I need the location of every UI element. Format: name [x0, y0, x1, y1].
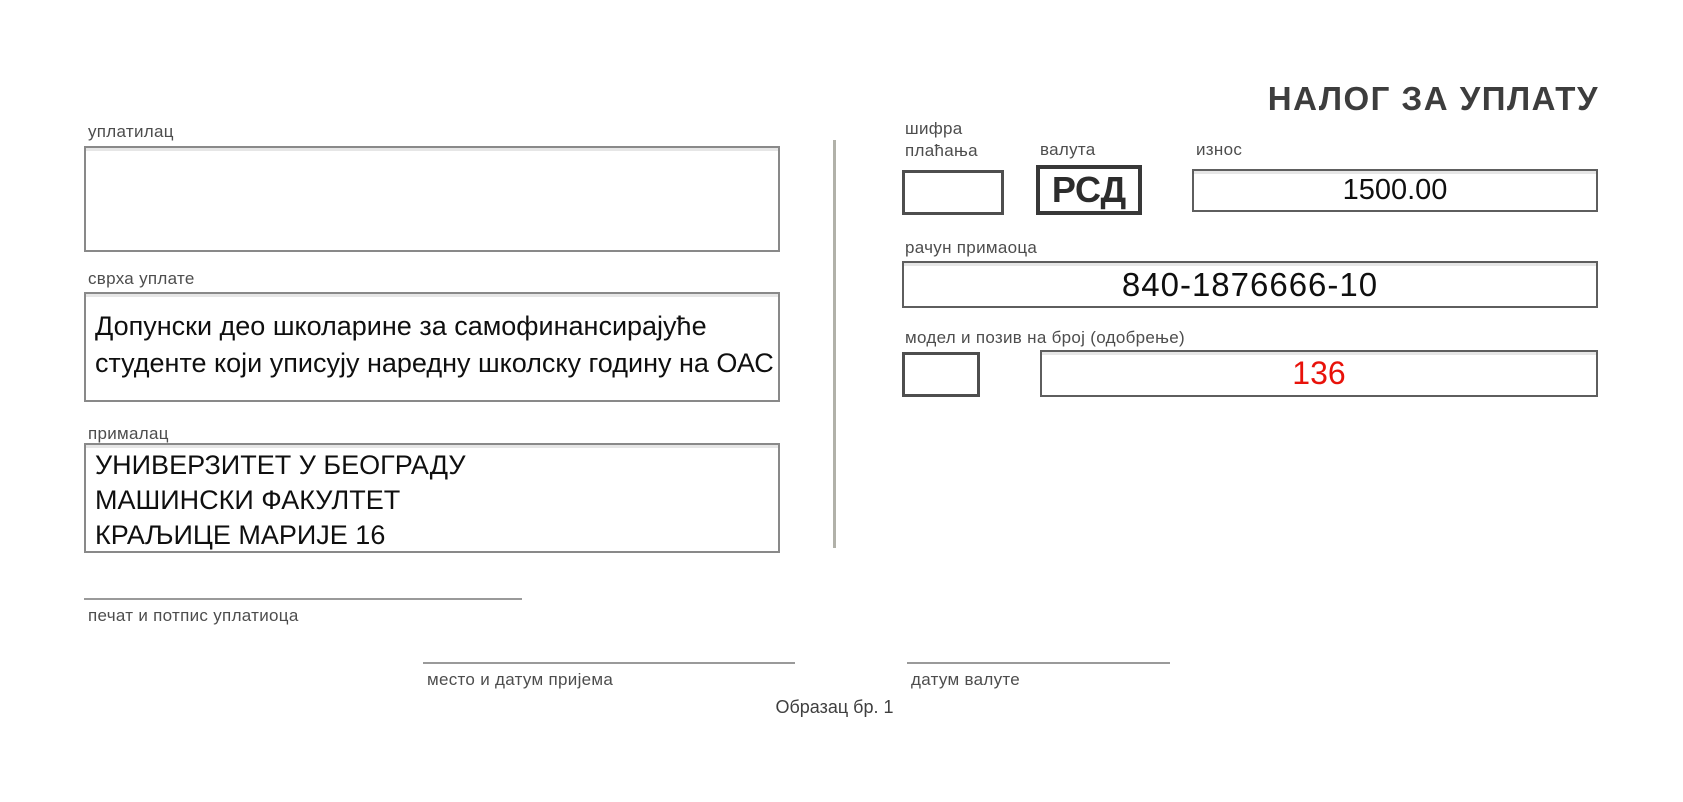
payment-code-label-line-2: плаћања [905, 141, 978, 160]
reference-number-field[interactable] [1040, 350, 1598, 397]
reference-number-value: 136 [1292, 355, 1346, 391]
column-divider [833, 140, 836, 548]
recipient-account-value: 840-1876666-10 [1121, 265, 1379, 303]
recipient-account-field[interactable] [902, 261, 1598, 308]
amount-field[interactable] [1192, 169, 1598, 212]
model-field[interactable] [902, 352, 980, 397]
currency-value: РСД [1051, 169, 1127, 210]
purpose-field[interactable] [84, 292, 780, 402]
payment-code-field[interactable] [902, 170, 1004, 215]
payer-label: уплатилац [88, 122, 174, 141]
recipient-field[interactable] [84, 443, 780, 553]
amount-label: износ [1196, 140, 1243, 159]
payment-code-label-line-1: шифра [905, 119, 963, 138]
purpose-line-2: студенте који уписују наредну школску годину на ОАС [95, 348, 774, 378]
model-reference-label: модел и позив на број (одобрење) [905, 328, 1185, 347]
amount-value: 1500.00 [1342, 174, 1448, 206]
signature-line [84, 598, 522, 600]
value-date-line [907, 662, 1170, 664]
recipient-line-3: КРАЉИЦЕ МАРИЈЕ 16 [95, 520, 386, 550]
purpose-label: сврха уплате [88, 269, 195, 288]
recipient-line-1: УНИВЕРЗИТЕТ У БЕОГРАДУ [95, 450, 466, 480]
place-date-label: место и датум пријема [427, 670, 614, 689]
recipient-label: прималац [88, 424, 169, 443]
recipient-line-2: МАШИНСКИ ФАКУЛТЕТ [95, 485, 401, 515]
currency-label: валута [1040, 140, 1096, 159]
recipient-account-label: рачун примаоца [905, 238, 1038, 257]
form-title: НАЛОГ ЗА УПЛАТУ [1267, 80, 1599, 117]
currency-field[interactable] [1036, 165, 1142, 215]
purpose-line-1: Допунски део школарине за самофинансирајуће [95, 311, 707, 341]
value-date-label: датум валуте [911, 670, 1021, 689]
payment-code-label [905, 118, 978, 162]
form-number: Образац бр. 1 [775, 697, 894, 717]
place-date-line [423, 662, 795, 664]
signature-label: печат и потпис уплатиоца [88, 606, 299, 625]
payer-field[interactable] [84, 146, 780, 252]
